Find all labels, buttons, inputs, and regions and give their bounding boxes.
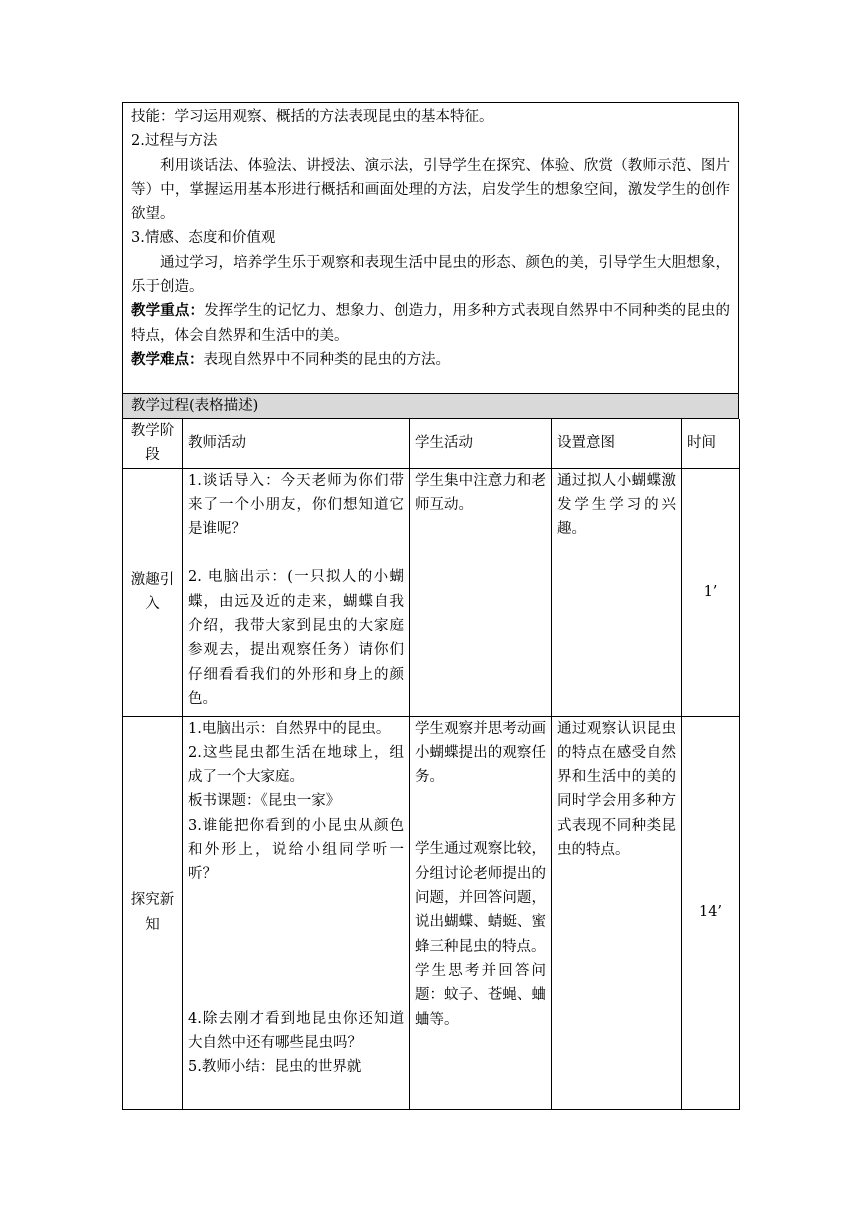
table-row xyxy=(123,468,740,716)
key-point xyxy=(131,299,730,348)
key-point-label: 教学重点： xyxy=(131,302,205,320)
objectives-section xyxy=(122,102,739,394)
student-activity-cell xyxy=(410,468,552,716)
stage-cell: 探究新知 xyxy=(123,716,183,1109)
student-step: 学生集中注意力和老师互动。 xyxy=(415,472,546,513)
teacher-step: 5.教师小结：昆虫的世界就 xyxy=(188,1059,362,1076)
teacher-step: 2.这些昆虫都生活在地球上，组成了一个大家庭。 xyxy=(188,744,404,786)
intent-cell: 通过观察认识昆虫的特点在感受自然界和生活中的美的同时学会用多种方式表现不同种类昆虫的特点。 xyxy=(552,716,682,1109)
lesson-plan-document xyxy=(122,102,739,1110)
table-row xyxy=(123,716,740,1109)
skill-objective: 技能：学习运用观察、概括的方法表现昆虫的基本特征。 xyxy=(131,109,494,125)
time-cell: 1’ xyxy=(682,468,740,716)
process-table xyxy=(122,419,740,1110)
header-teacher: 教师活动 xyxy=(183,419,410,468)
emotion-heading: 3.情感、态度和价值观 xyxy=(131,230,276,247)
teacher-step: 3.谁能把你看到的小昆虫从颜色和外形上，说给小组同学听一听？ xyxy=(188,817,404,883)
difficulty-label: 教学难点： xyxy=(131,350,204,368)
emotion-text: 通过学习，培养学生乐于观察和表现生活中昆虫的形态、颜色的美，引导学生大胆想象，乐于创造。 xyxy=(131,254,730,296)
time-cell: 14’ xyxy=(682,716,740,1109)
teacher-step: 1.电脑出示：自然界中的昆虫。 xyxy=(188,720,391,737)
table-header-row xyxy=(123,419,740,468)
student-step: 学生通过观察比较，分组讨论老师提出的问题，并回答问题，说出蝴蝶、蜻蜓、蜜蜂三种昆虫的特点。 xyxy=(415,841,546,955)
difficulty-point xyxy=(131,348,730,372)
process-text: 利用谈话法、体验法、讲授法、演示法，引导学生在探究、体验、欣赏（教师示范、图片等）中，掌握运用基本形进行概括和画面处理的方法，启发学生的想象空间，激发学生的创作欲望。 xyxy=(131,157,730,223)
teacher-step: 1.谈话导入：今天老师为你们带来了一个小朋友，你们想知道它是谁呢？ xyxy=(188,472,404,538)
student-activity-cell xyxy=(410,716,552,1109)
header-stage: 教学阶段 xyxy=(123,419,183,468)
difficulty-text: 表现自然界中不同种类的昆虫的方法。 xyxy=(203,351,450,368)
teacher-step: 4.除去刚才看到地昆虫你还知道大自然中还有哪些昆虫吗？ xyxy=(188,1010,404,1051)
teacher-activity-cell xyxy=(183,716,410,1109)
stage-cell: 激趣引入 xyxy=(123,468,183,716)
header-student: 学生活动 xyxy=(410,419,552,468)
process-heading: 2.过程与方法 xyxy=(131,133,218,150)
header-time: 时间 xyxy=(682,419,740,468)
teacher-step: 2. 电脑出示：(一只拟人的小蝴蝶，由远及近的走来，蝴蝶自我介绍，我带大家到昆虫的大家庭参观去，提出观察任务）请你们仔细看看我们的外形和身上的颜色。 xyxy=(188,569,404,707)
header-intent: 设置意图 xyxy=(552,419,682,468)
student-step: 学生观察并思考动画小蝴蝶提出的观察任务。 xyxy=(415,720,546,786)
teacher-activity-cell xyxy=(183,468,410,716)
key-point-text: 发挥学生的记忆力、想象力、创造力，用多种方式表现自然界中不同种类的昆虫的特点，体会自然界和生活中的美。 xyxy=(131,303,730,344)
teacher-step: 板书课题：《昆虫一家》 xyxy=(188,793,341,810)
process-title-bar: 教学过程(表格描述) xyxy=(122,394,739,419)
intent-cell: 通过拟人小蝴蝶激发学生学习的兴趣。 xyxy=(552,468,682,716)
student-step: 学生思考并回答问题：蚊子、苍蝇、蛐蛐等。 xyxy=(415,962,546,1028)
